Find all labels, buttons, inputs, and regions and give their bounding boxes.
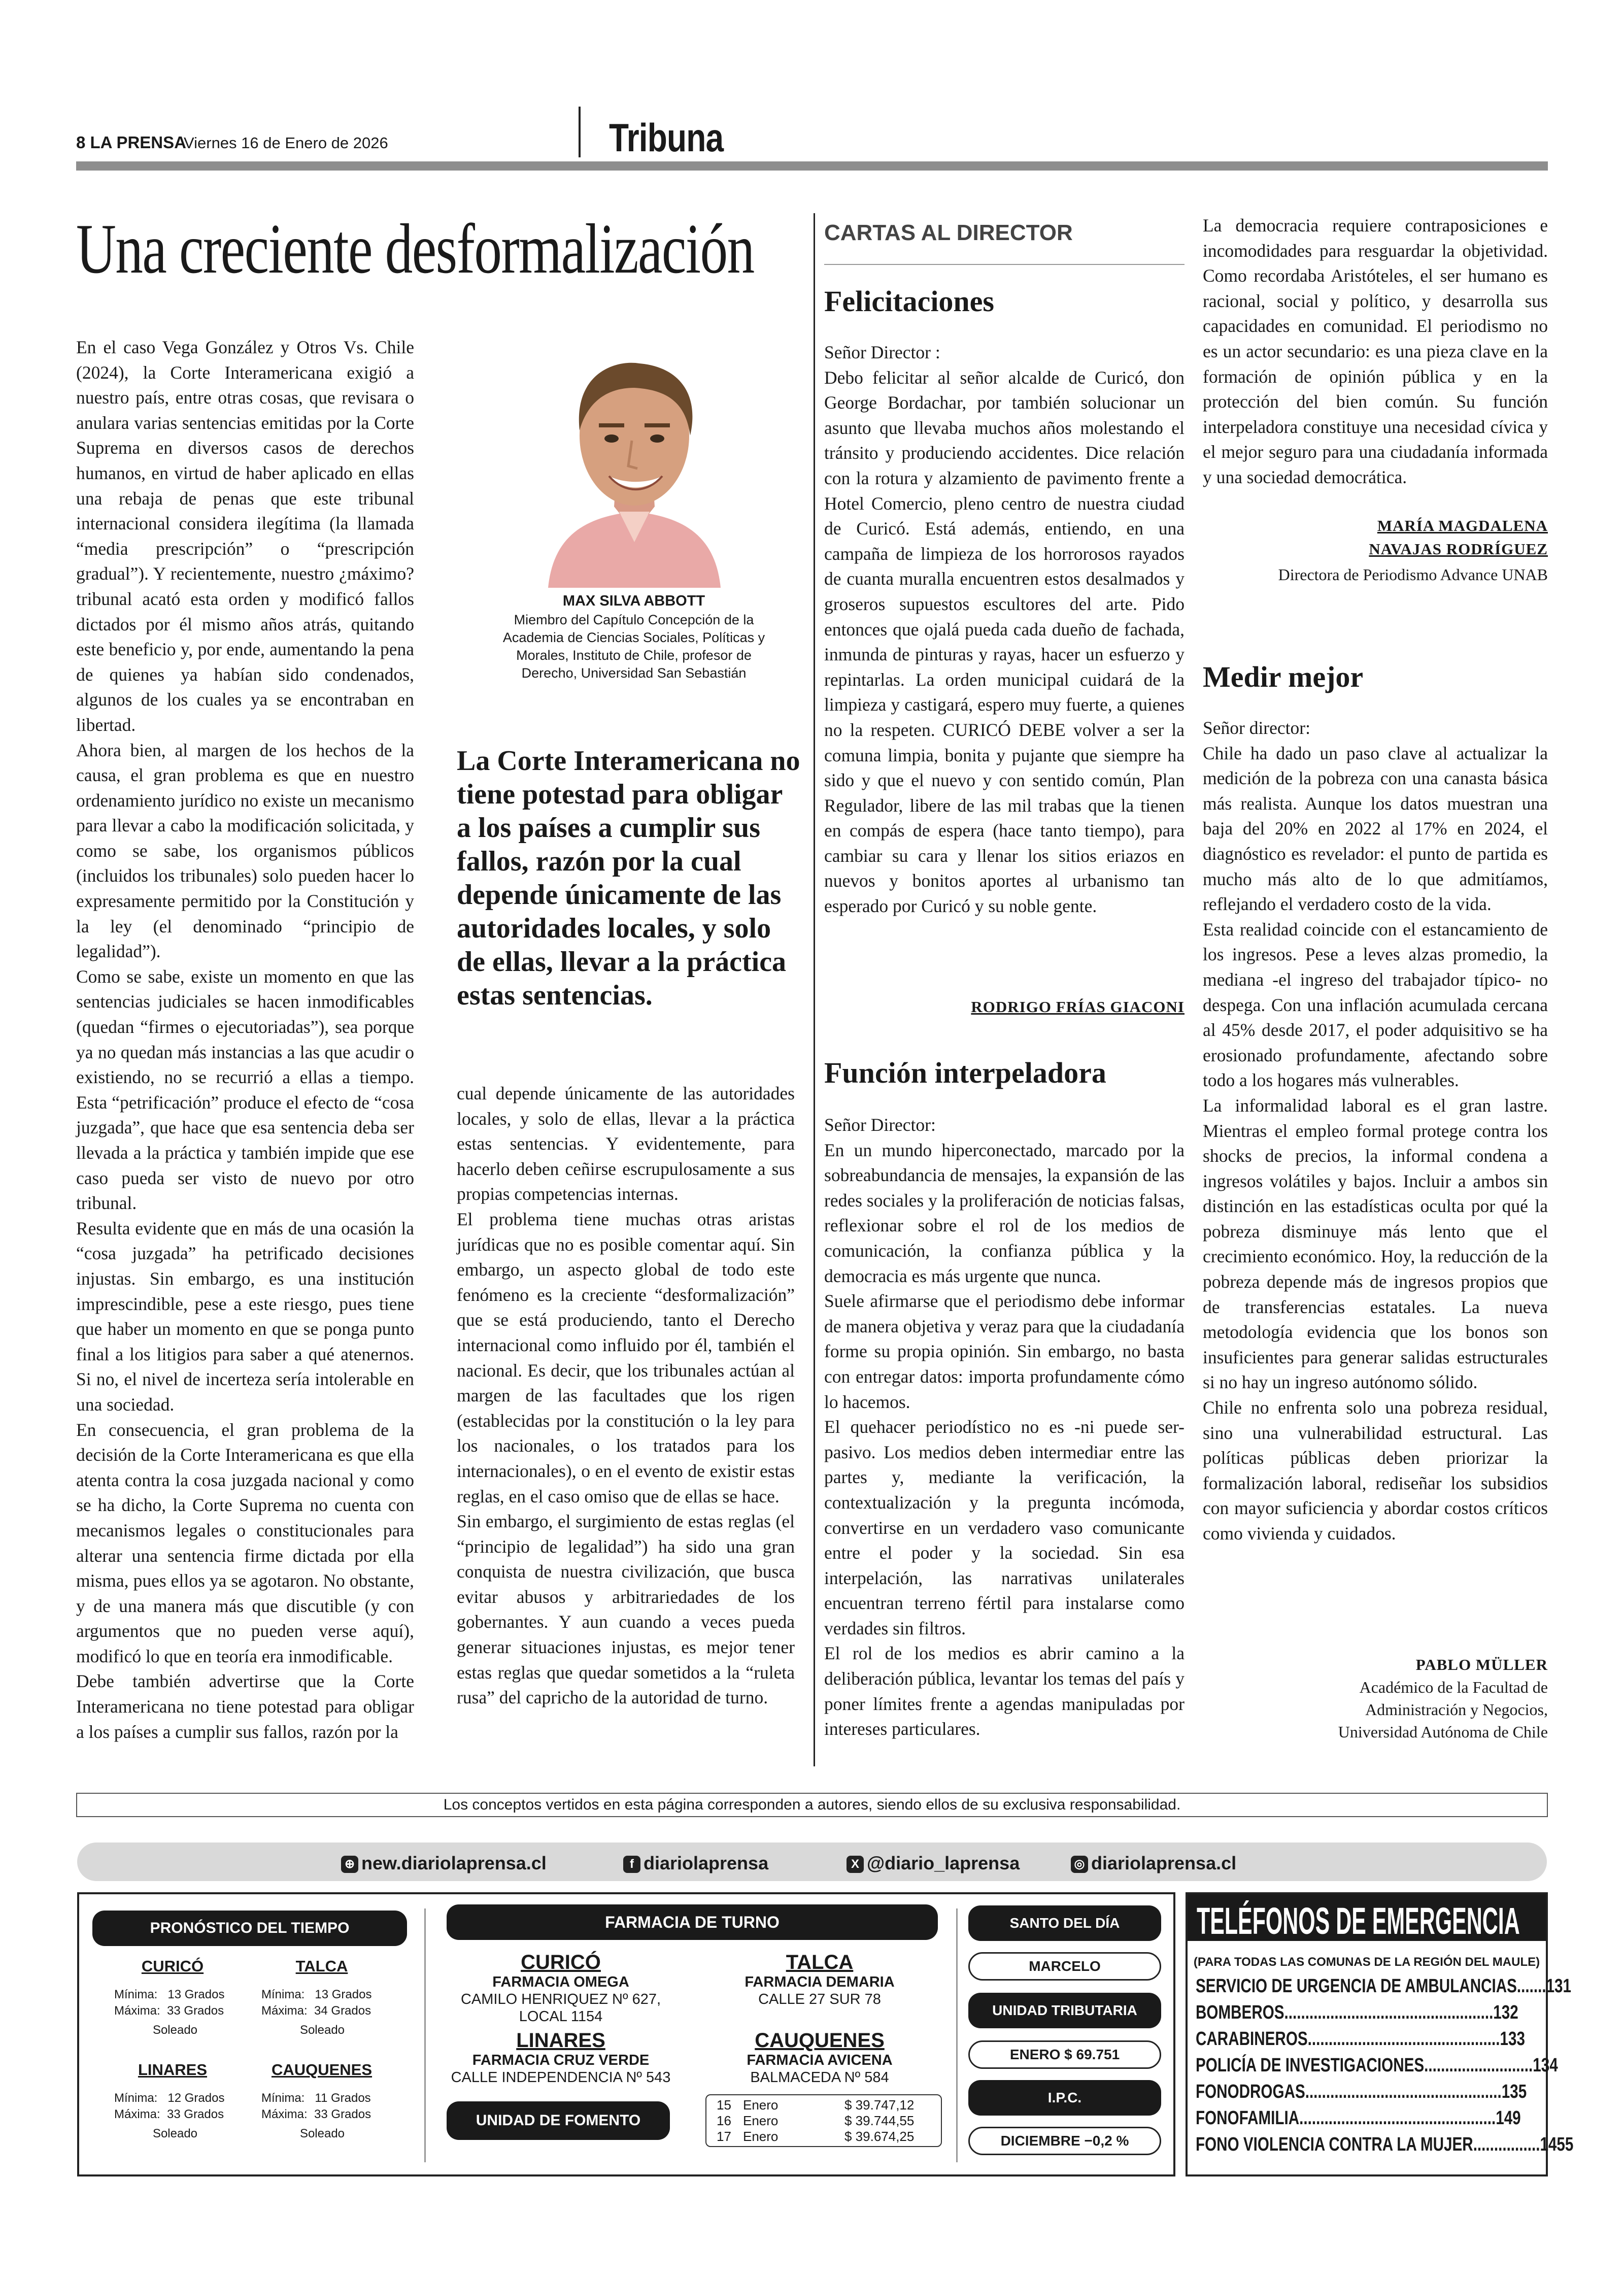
emergency-row: FONO VIOLENCIA CONTRA LA MUJER................1455 [1196, 2134, 1574, 2155]
pull-quote: La Corte Interamericana no tiene potestad para obligar a los países a cumplir sus fallos, razón por la cual depende únicamente de las autoridades locales, y solo de ellas, llevar a la práctica estas sentencias. [457, 745, 800, 1011]
letter-signature: RODRIGO FRÍAS GIACONI [971, 998, 1185, 1016]
section-title: Tribuna [609, 115, 724, 160]
weather-city: CAUQUENES [271, 2061, 373, 2079]
weather-city: LINARES [138, 2061, 208, 2079]
article-paragraph: En consecuencia, el gran problema de la decisión de la Corte Interamericana es que ella atenta contra la cosa juzgada nacional y como se ha dicho, la Corte Suprema no cuenta con mecanismos legales o constitucionales para alterar una sentencia firme dictada por ella misma, pues ellos ya se agotaron. No obstante, y de una manera más que discutible (y con argumentos que no pueden verse aquí), modificó lo que en teoría era inmodificable. [76, 1419, 414, 1666]
pharmacy-item: CURICÓ FARMACIA OMEGA CAMILO HENRIQUEZ Nº 627, LOCAL 1154 [460, 1951, 661, 2025]
weather-details: Mínima: 11 Grados Máxima: 33 Grados Soleado [261, 2091, 371, 2140]
emergency-title: TELÉFONOS DE EMERGENCIA [1197, 1900, 1520, 1942]
letter-body [1203, 716, 1548, 1547]
article-paragraph: En el caso Vega González y Otros Vs. Chile (2024), la Corte Interamericana exigió a nuestro país, entre otras cosas, que revisara o anulara varias sentencias emitidas por la Corte Suprema en diversos casos de derechos humanos, en virtud de haber aplicado en ellas una rebaja de penas que este tribunal internacional considera ilegítima (la llamada “media prescripción” o “prescripción gradual”). Y recientemente, nuestro ¿máximo? tribunal acató esta orden y modificó fallos dictados por él mismo años atrás, quitando este beneficio y, por ende, aumentando la pena de quienes ya habían sido condenados, algunos de los cuales ya se encontraban en libertad. [76, 337, 414, 735]
letter-paragraph: En un mundo hiperconectado, marcado por la sobreabundancia de mensajes, la expansión de las redes sociales y la proliferación de noticias falsas, reflexionar sobre el rol de los medios de comunicación, la confianza pública y la democracia es más urgente que nunca. [824, 1140, 1185, 1286]
info-divider [424, 1908, 426, 2162]
article-paragraph: Sin embargo, el surgimiento de estas reglas (el “principio de legalidad”) ha sido una gran conquista de nuestra civilización, que busca evitar abusos y arbitrariedades de los gobernantes. Y aun cuando a veces pueda generar situaciones injustas, es mejor tener estas reglas que quedar sometidos a la “ruleta rusa” del capricho de la autoridad de turno. [457, 1511, 795, 1708]
weather-details: Mínima: 12 Grados Máxima: 33 Grados Soleado [114, 2091, 225, 2140]
social-bar [77, 1842, 1547, 1881]
social-text: diariolaprensa.cl [1091, 1853, 1237, 1873]
letter-title: Medir mejor [1203, 660, 1364, 693]
instagram-icon: ◎ [1071, 1856, 1088, 1873]
header-divider [579, 107, 581, 157]
emergency-row: FONODROGAS...............................................135 [1196, 2081, 1527, 2102]
pharmacy-item: LINARES FARMACIA CRUZ VERDE CALLE INDEPENDENCIA Nº 543 [451, 2029, 671, 2086]
social-facebook[interactable] [623, 1853, 768, 1874]
letter-paragraph: Debo felicitar al señor alcalde de Curicó, don George Bordachar, por también solucionar un asunto que llevaba muchos años molestando el tránsito y produciendo accidentes. Dice relación con la rotura y alzamiento de pavimento frente a Hotel Comercio, pleno centro de nuestra ciudad de Curicó. Está además, entiendo, en una campaña de limpieza de los horrorosos rayados de cuanta muralla encuentren estos desalmados y groseros supuestos escultores del arte. Pido entonces que ojalá pueda cada dueño de fachada, inmunda de pinturas y rayas, hacer un esfuerzo y repintarlas. La orden municipal cuidará de la limpieza y castigará, espero muy fuerte, a quienes no la respeten. CURICÓ DEBE volver a ser la comuna limpia, bonita y pujante que siempre ha sido y que el nuevo y con sentido común, Plan Regulador, libere de las mil trabas que la tienen en compás de espera (hace tanto tiempo), para cambiar su cara y llenar los sitios eriazos en nuevos y bonitos aportes al urbanismo tan esperado por Curicó y su noble gente. [824, 367, 1185, 917]
letter-author-role: Directora de Periodismo Advance UNAB [1278, 565, 1548, 584]
emergency-row: FONOFAMILIA...............................................149 [1196, 2107, 1521, 2129]
emergency-row: POLICÍA DE INVESTIGACIONES..........................134 [1196, 2055, 1558, 2076]
article-paragraph: Debe también advertirse que la Corte Interamericana no tiene potestad para obligar a los países a cumplir sus fallos, razón por la [76, 1671, 414, 1742]
role-line: Universidad Autónoma de Chile [1338, 1723, 1548, 1741]
social-x[interactable] [847, 1853, 1020, 1874]
letter-body [824, 340, 1185, 919]
article-headline: Una creciente desformalización [76, 210, 754, 288]
role-line: Académico de la Facultad de [1359, 1678, 1548, 1696]
issue-date: Viernes 16 de Enero de 2026 [184, 134, 388, 152]
letter-signature: MARÍA MAGDALENA [1377, 517, 1548, 534]
letter-paragraph: La democracia requiere contraposiciones e incomodidades para resguardar la objetividad. Como recordaba Aristóteles, el ser humano es racional, social y político, y desarrolla sus capacidades en comunidad. El periodismo no es un actor secundario: es una pieza clave en la formación de opinión pública y en la protección del bien común. Su función interpeladora constituye una necesidad cívica y el mejor seguro para una ciudadanía informada y una sociedad democrática. [1203, 215, 1548, 487]
emergency-row: BOMBEROS..................................................132 [1196, 2002, 1518, 2023]
weather-city: TALCA [295, 1957, 348, 1975]
article-paragraph: Resulta evidente que en más de una ocasión la “cosa juzgada” ha petrificado decisiones injustas. Sin embargo, es una institución imprescindible, pese a este riesgo, pues tiene que haber un momento en que se ponga punto final a los litigios para saber a qué atenernos. Si no, el nivel de incerteza sería intolerable en una sociedad. [76, 1218, 414, 1415]
letter-paragraph: Esta realidad coincide con el estancamiento de los ingresos. Pese a leves alzas promedio, la mediana -el ingreso del trabajador típico- no despega. Con una inflación acumulada cercana al 45% desde 2017, el poder adquisitivo se ha erosionado profundamente, afectando sobre todo a los hogares más vulnerables. [1203, 919, 1548, 1091]
letter-paragraph: Chile no enfrenta solo una pobreza residual, sino una vulnerabilidad estructural. Las políticas públicas deben priorizar la formalización laboral, rediseñar los subsidios con mayor suficiencia y abordar costos críticos como vivienda y cuidados. [1203, 1397, 1548, 1544]
article-paragraph: El problema tiene muchas otras aristas jurídicas que no es posible comentar aquí. Sin embargo, un aspecto global de todo este fenómeno es la creciente “desformalización” que se está produciendo, tanto el Derecho internacional como influido por él, también el nacional. Es decir, que los tribunales actúan al margen de las facultades que los rigen (establecidas por la constitución o la ley para los nacionales, o los tratados para los internacionales), o en el evento de existir estas reglas, en el caso omiso que de ellas se hace. [457, 1209, 795, 1506]
article-column-1 [76, 335, 414, 1745]
social-text: diariolaprensa [644, 1853, 769, 1873]
facebook-icon: f [623, 1856, 640, 1873]
article-column-2 [457, 1081, 795, 1711]
page-label: 8 LA PRENSA [76, 133, 186, 152]
santo-name: MARCELO [968, 1952, 1161, 1981]
social-text: new.diariolaprensa.cl [361, 1853, 547, 1873]
pharmacy-item: TALCA FARMACIA DEMARIA CALLE 27 SUR 78 [745, 1951, 895, 2007]
emergency-row: SERVICIO DE URGENCIA DE AMBULANCIAS.......131 [1196, 1975, 1572, 1997]
fomento-title: UNIDAD DE FOMENTO [447, 2101, 670, 2140]
x-icon: X [847, 1856, 864, 1873]
utm-title: UNIDAD TRIBUTARIA [968, 1993, 1161, 2028]
social-website[interactable] [341, 1853, 547, 1874]
author-name: MAX SILVA ABBOTT [562, 593, 705, 609]
letter-title: Función interpeladora [824, 1056, 1106, 1089]
weather-city: CURICÓ [141, 1957, 204, 1975]
letter-signature: PABLO MÜLLER [1415, 1656, 1548, 1673]
disclaimer: Los conceptos vertidos en esta página corresponden a autores, siendo ellos de su exclusiva responsabilidad. [76, 1793, 1548, 1817]
role-line: Administración y Negocios, [1365, 1700, 1548, 1719]
author-photo [538, 339, 731, 588]
article-paragraph: Ahora bien, al margen de los hechos de la causa, el gran problema es que en nuestro ordenamiento jurídico no existe un mecanismo para llevar a cabo la modificación solicitada, y como se sabe, los organismos públicos (incluidos los tribunales) solo pueden hacer lo expresamente permitido por la Constitución y la ley (el denominado “principio de legalidad”). [76, 740, 414, 962]
fomento-row: 15 Enero $ 39.747,12 [717, 2097, 915, 2113]
letter-paragraph: Chile ha dado un paso clave al actualizar la medición de la pobreza con una canasta básica más realista. Aunque los datos muestran una baja del 20% en 2022 al 17% en 2024, el diagnóstico es revelador: el punto de partida es mucho más alto de lo que admitíamos, reflejando el verdadero costo de la vida. [1203, 743, 1548, 915]
globe-icon: ⊕ [341, 1856, 358, 1873]
fomento-row: 16 Enero $ 39.744,55 [717, 2113, 915, 2128]
emergency-list [1196, 1975, 1574, 2160]
fomento-row: 17 Enero $ 39.674,25 [717, 2129, 915, 2144]
emergency-row: CARABINEROS..............................................133 [1196, 2028, 1525, 2050]
header-bar [76, 161, 1548, 171]
weather-details: Mínima: 13 Grados Máxima: 33 Grados Soleado [114, 1988, 225, 2037]
utm-value: ENERO $ 69.751 [968, 2040, 1161, 2069]
article-paragraph: Como se sabe, existe un momento en que las sentencias judiciales se hacen inmodificables (quedan “firmes o ejecutoriadas”), sea porque ya no quedan más instancias a las que acudir o existiendo, no se recurrió a ellas a tiempo. Esta “petrificación” produce el efecto de “cosa juzgada”, que hace que esa sentencia deba ser llevada a la práctica y también impide que ese caso pueda ser visto de nuevo por otro tribunal. [76, 966, 414, 1214]
letter-continuation [1203, 213, 1548, 490]
letter-paragraph: Señor Director: [824, 1115, 936, 1135]
letter-author-role [1203, 1676, 1548, 1743]
social-text: @diario_laprensa [867, 1853, 1020, 1873]
letter-paragraph: Señor Director : [824, 342, 940, 362]
ipc-title: I.P.C. [968, 2080, 1161, 2116]
info-divider [956, 1908, 958, 2162]
pharmacy-item: CAUQUENES FARMACIA AVICENA BALMACEDA Nº 584 [747, 2029, 893, 2086]
letter-paragraph: El rol de los medios es abrir camino a la deliberación pública, levantar los temas del país y poner límites frente a agendas manipuladas por intereses particulares. [824, 1643, 1185, 1739]
letter-paragraph: Suele afirmarse que el periodismo debe informar de manera objetiva y veraz para que la ciudadanía forme su propia opinión. Sin embargo, no basta con entregar datos: importa profundamente cómo lo hacemos. [824, 1291, 1185, 1412]
weather-details: Mínima: 13 Grados Máxima: 34 Grados Soleado [261, 1988, 372, 2037]
letter-signature: NAVAJAS RODRÍGUEZ [1369, 540, 1548, 558]
ipc-value: DICIEMBRE −0,2 % [968, 2127, 1161, 2155]
article-paragraph: cual depende únicamente de las autoridades locales, y solo de ellas, llevar a la práctica estas sentencias. Y evidentemente, para hacerlo deben ceñirse escrupulosamente a sus propias competencias internas. [457, 1083, 795, 1204]
letter-paragraph: La informalidad laboral es el gran lastre. Mientras el empleo formal protege contra los shocks de precios, la informal condena a ingresos volátiles y bajos. Incluir a ambos sin distinción en las estadísticas oculta por qué la pobreza disminuye más lento que el crecimiento económico. Hoy, la reducción de la pobreza depende más de ingresos propios que de transferencias estatales. La nueva metodología evidencia que los bonos son insuficientes para generar salidas estructurales si no hay un ingreso autónomo sólido. [1203, 1095, 1548, 1393]
santo-title: SANTO DEL DÍA [968, 1905, 1161, 1941]
letters-divider [824, 264, 1185, 265]
pharmacy-title: FARMACIA DE TURNO [447, 1904, 938, 1940]
letter-paragraph: El quehacer periodístico no es -ni puede ser- pasivo. Los medios deben intermediar entre las partes y, mediante la verificación, la contextualización y la pregunta incómoda, convertirse en un verdadero vaso comunicante entre el poder y la sociedad. Sin esa interpelación, las narrativas unilaterales encuentran terreno fértil para instalarse como verdades sin filtros. [824, 1417, 1185, 1638]
letter-paragraph: Señor director: [1203, 718, 1310, 738]
author-portrait-image [538, 339, 731, 588]
letter-title: Felicitaciones [824, 285, 995, 318]
weather-title: PRONÓSTICO DEL TIEMPO [92, 1911, 407, 1946]
letters-section-title: CARTAS AL DIRECTOR [824, 220, 1073, 245]
column-divider [814, 213, 815, 1766]
author-bio: Miembro del Capítulo Concepción de la Academia de Ciencias Sociales, Políticas y Morales, Instituto de Chile, profesor de Derecho, Universidad San Sebastián [502, 612, 765, 681]
fomento-table [705, 2094, 942, 2147]
letter-body [824, 1113, 1185, 1742]
emergency-subtitle: (PARA TODAS LAS COMUNAS DE LA REGIÓN DEL MAULE) [1193, 1955, 1540, 1969]
social-instagram[interactable] [1071, 1853, 1236, 1874]
